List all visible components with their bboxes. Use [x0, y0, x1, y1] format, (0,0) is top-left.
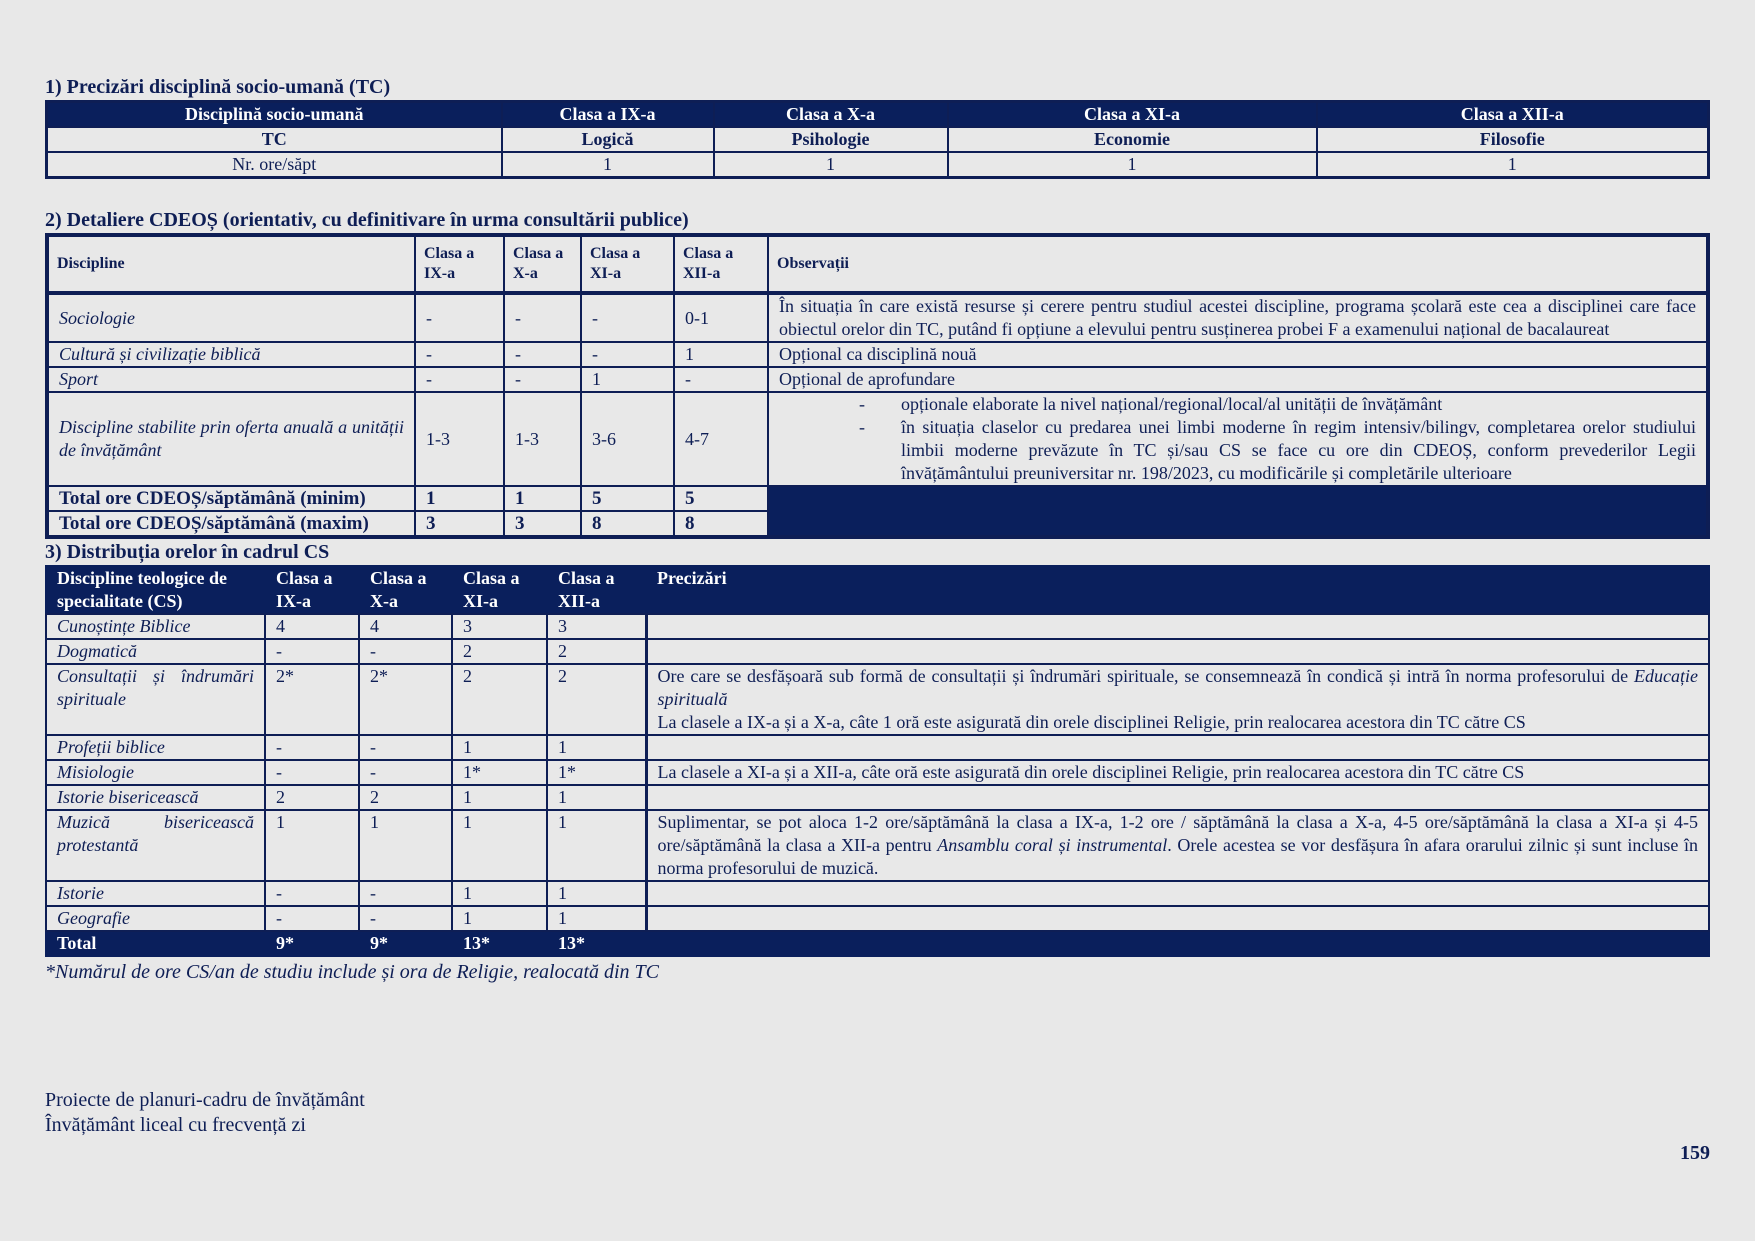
- table-cell: 1: [547, 785, 646, 810]
- table-cell: -: [415, 342, 504, 367]
- table-cell: Filosofie: [1317, 127, 1709, 152]
- discipline-name: Istorie: [46, 881, 265, 906]
- table-cell: -: [581, 293, 674, 342]
- total-row: [47, 511, 1708, 537]
- table-cell: -: [359, 881, 452, 906]
- table-cell: -: [265, 639, 359, 664]
- header-cell: Clasa a XI-a: [452, 566, 547, 614]
- total-row: [46, 931, 1709, 956]
- table-cell: -: [504, 342, 581, 367]
- list-item: - opționale elaborate la nivel național/regional/local/al unității de învățământ: [859, 393, 1696, 416]
- filled-cell: [768, 511, 1708, 537]
- table-cell: 1: [547, 735, 646, 760]
- note-text: Ore care se desfășoară sub formă de consultații și îndrumări spirituale, se consemnează în condică și intră în norma profesorului de: [657, 666, 1635, 686]
- cs-table: [45, 565, 1710, 957]
- table-cell: 1: [547, 810, 646, 881]
- total-label: Total ore CDEOȘ/săptămână (maxim): [47, 511, 415, 537]
- footer-line: Proiecte de planuri-cadru de învățământ: [45, 1089, 365, 1111]
- discipline-name: Geografie: [46, 906, 265, 931]
- table-cell: 3: [547, 614, 646, 639]
- table-cell: -: [674, 367, 768, 392]
- table-cell: 4: [265, 614, 359, 639]
- table-row: [46, 906, 1709, 931]
- header-cell: Discipline: [47, 235, 415, 293]
- table-cell: 1-3: [415, 392, 504, 486]
- header-cell: Clasa a XI-a: [581, 235, 674, 293]
- note-text-italic: Educație spirituală: [657, 666, 1698, 709]
- table-cell: 1*: [547, 760, 646, 785]
- discipline-name: Sport: [47, 367, 415, 392]
- table-row: [47, 127, 1709, 152]
- table-header-row: [47, 102, 1709, 128]
- table-cell: -: [359, 760, 452, 785]
- table-row: [47, 367, 1708, 392]
- discipline-name: Cunoștințe Biblice: [46, 614, 265, 639]
- table-cell: 9*: [359, 931, 452, 956]
- observation-cell: [768, 392, 1708, 486]
- header-cell: Disciplină socio-umană: [47, 102, 502, 128]
- table-cell: -: [265, 760, 359, 785]
- table-cell: -: [359, 639, 452, 664]
- note-cell: [646, 881, 1709, 906]
- table-cell: 2*: [265, 664, 359, 735]
- list-item: - în situația claselor cu predarea unei limbi moderne în regim intensiv/bilingv, completarea orelor studiului limbii moderne prevăzute în TC și/sau CS se face cu ore din CDEOȘ, conform prevederilor Legii învățământului preuniversitar nr. 198/2023, cu modificările și completările ulterioare: [859, 416, 1696, 485]
- table-cell: Nr. ore/săpt: [47, 152, 502, 178]
- table-cell: 8: [581, 511, 674, 537]
- header-cell: Clasa a XI-a: [948, 102, 1317, 128]
- note-cell: [646, 785, 1709, 810]
- total-row: [47, 486, 1708, 511]
- page-number: 159: [1680, 1142, 1710, 1164]
- note-text: . Orele acestea se vor desfășura în afara orarului zilnic și sunt incluse în norma profesorului de muzică.: [657, 835, 1698, 878]
- header-cell: Clasa a X-a: [714, 102, 948, 128]
- section1-heading: 1) Precizări disciplină socio-umană (TC): [45, 76, 391, 98]
- table-cell: 2: [265, 785, 359, 810]
- header-cell: Observații: [768, 235, 1708, 293]
- table-header-row: [46, 566, 1709, 614]
- observation-cell: În situația în care există resurse și cerere pentru studiul acestei discipline, programa școlară este cea a disciplinei care face obiectul orelor din TC, putând fi opțiune a elevului pentru susținerea probei F a examenului național de bacalaureat: [768, 293, 1708, 342]
- discipline-name: Muzică bisericească protestantă: [46, 810, 265, 881]
- table-cell: 3: [415, 511, 504, 537]
- discipline-name: Misiologie: [46, 760, 265, 785]
- header-cell: Clasa a XII-a: [547, 566, 646, 614]
- table-row: [46, 760, 1709, 785]
- table-row: [47, 293, 1708, 342]
- total-label: Total ore CDEOȘ/săptămână (minim): [47, 486, 415, 511]
- note-text-italic: Ansamblu coral și instrumental: [937, 835, 1168, 855]
- table-cell: 1: [359, 810, 452, 881]
- table-cell: 3: [504, 511, 581, 537]
- table-cell: -: [504, 293, 581, 342]
- header-cell: Clasa a IX-a: [265, 566, 359, 614]
- note-cell: [646, 810, 1709, 881]
- observation-cell: Opțional de aprofundare: [768, 367, 1708, 392]
- table-cell: Economie: [948, 127, 1317, 152]
- table-cell: 1: [581, 367, 674, 392]
- discipline-name: Cultură și civilizație biblică: [47, 342, 415, 367]
- table-cell: 4-7: [674, 392, 768, 486]
- table-cell: 1: [452, 881, 547, 906]
- page-footer: [45, 1088, 365, 1138]
- table-cell: 1: [452, 810, 547, 881]
- observation-cell: Opțional ca disciplină nouă: [768, 342, 1708, 367]
- note-text: Suplimentar, se pot aloca 1-2 ore/săptămână la clasa a IX-a, 1-2 ore / săptămână la clasa a X-a, 4-5 ore/săptămână la clasa a XI-a și 4-5 ore/săptămână la clasa a XII-a pentru: [657, 812, 1698, 855]
- table-row: [46, 785, 1709, 810]
- table-cell: 8: [674, 511, 768, 537]
- table-cell: 1: [452, 735, 547, 760]
- note-cell: [646, 735, 1709, 760]
- header-cell: Clasa a IX-a: [502, 102, 714, 128]
- table-cell: 1: [504, 486, 581, 511]
- table-cell: 2: [452, 639, 547, 664]
- table-cell: 1: [452, 785, 547, 810]
- table-cell: 5: [581, 486, 674, 511]
- header-cell: Precizări: [646, 566, 1709, 614]
- table-row: [46, 614, 1709, 639]
- table-cell: 1: [415, 486, 504, 511]
- table-row: [46, 810, 1709, 881]
- discipline-name: Sociologie: [47, 293, 415, 342]
- table-cell: TC: [47, 127, 502, 152]
- table-cell: -: [359, 735, 452, 760]
- table-cell: 1: [502, 152, 714, 178]
- table-cell: 2: [452, 664, 547, 735]
- table-row: [46, 881, 1709, 906]
- table-cell: 1-3: [504, 392, 581, 486]
- table-cell: 4: [359, 614, 452, 639]
- filled-cell: [646, 931, 1709, 956]
- table-cell: 1*: [452, 760, 547, 785]
- section3-heading: 3) Distribuția orelor în cadrul CS: [45, 541, 330, 563]
- table-cell: -: [265, 906, 359, 931]
- table-cell: 2: [547, 664, 646, 735]
- table-cell: Psihologie: [714, 127, 948, 152]
- note-cell: [646, 664, 1709, 735]
- discipline-name: Istorie bisericească: [46, 785, 265, 810]
- table-row: [46, 639, 1709, 664]
- header-cell: Clasa a XII-a: [1317, 102, 1709, 128]
- discipline-name: Discipline stabilite prin oferta anuală a unității de învățământ: [47, 392, 415, 486]
- table-cell: 2: [547, 639, 646, 664]
- table-cell: 1: [452, 906, 547, 931]
- table-cell: 13*: [547, 931, 646, 956]
- total-label: Total: [46, 931, 265, 956]
- header-cell: Discipline teologice de specialitate (CS): [46, 566, 265, 614]
- table-cell: 0-1: [674, 293, 768, 342]
- document-page: [45, 74, 1710, 985]
- socio-human-table: [45, 100, 1710, 179]
- table-cell: -: [265, 881, 359, 906]
- discipline-name: Profeții biblice: [46, 735, 265, 760]
- table-cell: 3: [452, 614, 547, 639]
- table-cell: 9*: [265, 931, 359, 956]
- table-cell: Logică: [502, 127, 714, 152]
- table-cell: -: [415, 367, 504, 392]
- table-cell: -: [581, 342, 674, 367]
- table-header-row: [47, 235, 1708, 293]
- header-cell: Clasa a XII-a: [674, 235, 768, 293]
- discipline-name: Consultații și îndrumări spirituale: [46, 664, 265, 735]
- table-cell: -: [359, 906, 452, 931]
- table-row: [46, 735, 1709, 760]
- header-cell: Clasa a X-a: [359, 566, 452, 614]
- note-cell: [646, 639, 1709, 664]
- section2-heading: 2) Detaliere CDEOȘ (orientativ, cu definitivare în urma consultării publice): [45, 209, 689, 231]
- header-cell: Clasa a IX-a: [415, 235, 504, 293]
- table-row: [46, 664, 1709, 735]
- table-row: [47, 152, 1709, 178]
- table-cell: 2: [359, 785, 452, 810]
- table-cell: 1: [547, 881, 646, 906]
- table-cell: 1: [714, 152, 948, 178]
- table-cell: 1: [948, 152, 1317, 178]
- table-cell: 1: [547, 906, 646, 931]
- table-cell: 1: [674, 342, 768, 367]
- table-row: [47, 392, 1708, 486]
- note-text: La clasele a IX-a și a X-a, câte 1 oră este asigurată din orele disciplinei Religie, prin realocarea acestora din TC către CS: [657, 712, 1526, 732]
- table-cell: 3-6: [581, 392, 674, 486]
- filled-cell: [768, 486, 1708, 511]
- table-cell: 1: [1317, 152, 1709, 178]
- note-cell: [646, 614, 1709, 639]
- header-cell: Clasa a X-a: [504, 235, 581, 293]
- cdeos-table: [45, 233, 1710, 539]
- table-cell: -: [415, 293, 504, 342]
- table-cell: 1: [265, 810, 359, 881]
- note-cell: La clasele a XI-a și a XII-a, câte oră este asigurată din orele disciplinei Religie, prin realocarea acestora din TC către CS: [646, 760, 1709, 785]
- footnote: *Numărul de ore CS/an de studiu include și ora de Religie, realocată din TC: [45, 961, 660, 983]
- discipline-name: Dogmatică: [46, 639, 265, 664]
- footer-line: Învățământ liceal cu frecvență zi: [45, 1114, 306, 1136]
- table-cell: -: [265, 735, 359, 760]
- table-cell: -: [504, 367, 581, 392]
- note-cell: [646, 906, 1709, 931]
- table-cell: 13*: [452, 931, 547, 956]
- table-cell: 2*: [359, 664, 452, 735]
- table-cell: 5: [674, 486, 768, 511]
- observation-list: [779, 393, 1696, 485]
- table-row: [47, 342, 1708, 367]
